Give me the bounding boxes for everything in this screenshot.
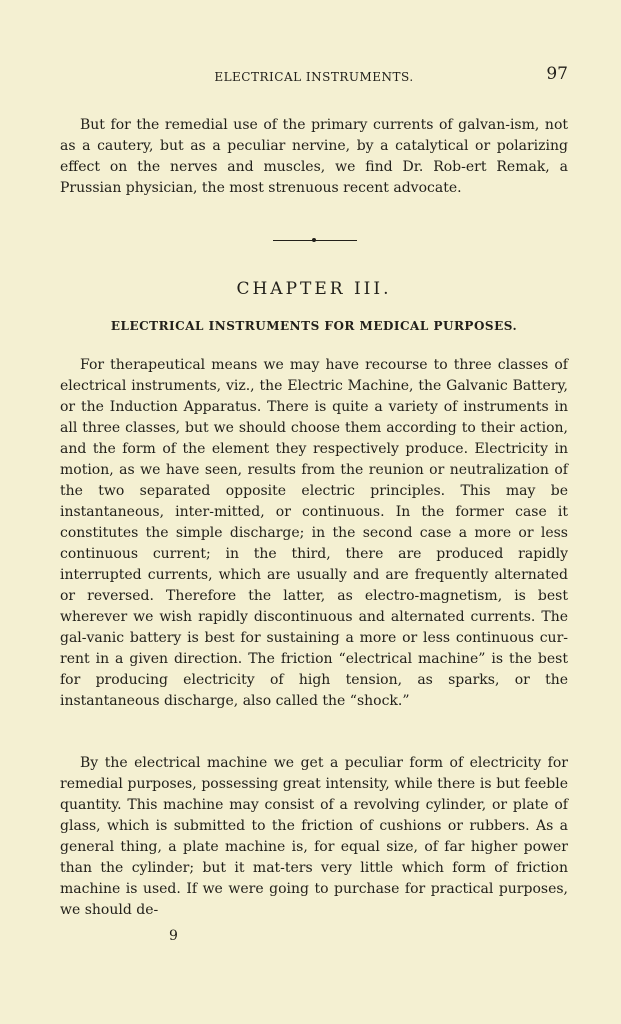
page-number: 97 [546, 64, 568, 84]
paragraph-3: By the electrical machine we get a peculiar form of electricity for remedial purposes, possessing great intensity, while there is but feeble quantity. This machine may consist of a revolving cylinder, or plate of glass, which is submitted to the friction of cushions or rubbers. As a general thing, a plate machine is, for equal size, of far higher power than the cylinder; but it mat-ters very little which form of friction machine is used. If we were going to purchase for practical purposes, we should de- [60, 755, 568, 918]
paragraph-1: But for the remedial use of the primary currents of galvan-ism, not as a cautery, but as a peculiar nervine, by a catalytical or polarizing effect on the nerves and muscles, we find Dr. Rob-ert Remak, a Prussian physician, the most strenuous recent advocate. [60, 117, 568, 196]
running-head [60, 64, 568, 84]
chapter-title: CHAPTER III. [236, 279, 392, 299]
divider-ornament [312, 238, 316, 242]
paragraph-2: For therapeutical means we may have recourse to three classes of electrical instruments, viz., the Electric Machine, the Galvanic Battery, or the Induction Apparatus. There is quite a variety of instruments in all three classes, but we should choose them according to their action, and the form of the element they respectively produce. Electricity in motion, as we have seen, results from the reunion or neutralization of the two separated opposite electric principles. This may be instantaneous, inter-mitted, or continuous. In the former case it constitutes the simple discharge; in the second case a more or less continuous current; in the third, there are produced rapidly interrupted currents, which are usually and are frequently alternated or reversed. Therefore the latter, as electro-magnetism, is best wherever we wish rapidly discontinuous and alternated currents. The gal-vanic battery is best for sustaining a more or less continuous cur-rent in a given direction. The friction “electrical machine” is the best for producing electricity of high tension, as sparks, or the instantaneous discharge, also called the “shock.” [60, 357, 568, 709]
section-title: ELECTRICAL INSTRUMENTS FOR MEDICAL PURPOSES. [110, 319, 518, 333]
signature-mark: 9 [169, 928, 178, 944]
running-title: ELECTRICAL INSTRUMENTS. [214, 70, 414, 84]
